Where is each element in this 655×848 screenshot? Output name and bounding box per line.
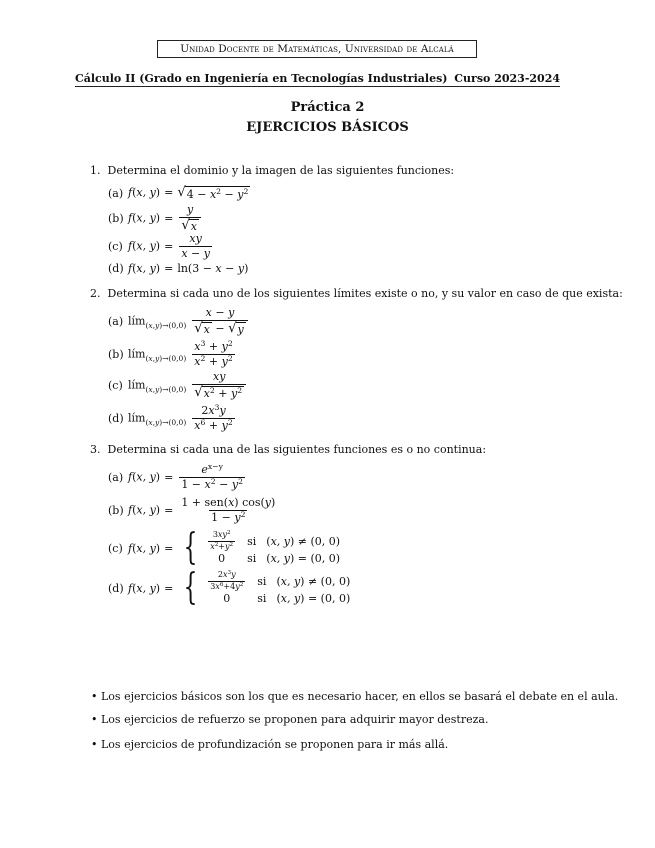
note-deepening bbox=[91, 738, 448, 751]
note-text: Los ejercicios básicos son los que es necesario hacer, en ellos se basará el debate en el aula. bbox=[101, 690, 619, 703]
question-3 bbox=[90, 443, 486, 456]
item-label: (b) bbox=[108, 212, 124, 226]
question-text: Determina si cada una de las siguientes funciones es o no continua: bbox=[107, 443, 487, 456]
page-subtitle: EJERCICIOS BÁSICOS bbox=[246, 120, 409, 135]
item-label: (c) bbox=[108, 379, 123, 393]
question-1 bbox=[90, 164, 454, 177]
course-year: Curso 2023-2024 bbox=[454, 72, 560, 85]
formula: f ( x, y ) = { $\frac{3xy^2}{x^2+y^2}$ si (x, y) ≠ (0, 0) 0 si (x, y) = (0, 0) bbox=[128, 527, 341, 568]
note-text: Los ejercicios de refuerzo se proponen para adquirir mayor destreza. bbox=[101, 713, 489, 726]
question-text: Determina el dominio y la imagen de las siguientes funciones: bbox=[107, 164, 455, 177]
formula: f(x, y) = $\frac{xy}{x - y}$ bbox=[128, 232, 210, 261]
question-number: 3. bbox=[90, 443, 101, 456]
department-header-box bbox=[157, 40, 477, 58]
bullet-icon: • bbox=[91, 738, 98, 751]
item-label: (d) bbox=[108, 412, 124, 426]
exercise-2d bbox=[108, 402, 237, 433]
question-number: 2. bbox=[90, 287, 101, 300]
item-label: (b) bbox=[108, 504, 124, 518]
question-text: Determina si cada uno de los siguientes límites existe o no, y su valor en caso de que exista: bbox=[107, 287, 623, 300]
item-label: (c) bbox=[108, 541, 123, 555]
formula: lím$_{(x,y)\to(0,0)}$ xy √ $x^2 + y^2$ bbox=[128, 371, 248, 400]
header-rule bbox=[75, 86, 560, 87]
formula: f(x, y) = y √ x bbox=[128, 204, 203, 233]
exercise-2c bbox=[108, 371, 248, 400]
formula: lím$_{(x,y)\to(0,0)}$ x − y √ x − √ y bbox=[128, 307, 250, 336]
formula: f(x, y) = $\frac{\text{1 + sen(x) cos(y)}}{1 - y^2}$ bbox=[128, 496, 276, 525]
item-label: (d) bbox=[108, 262, 124, 275]
formula: f(x, y) = ln(3 − x − y) bbox=[128, 262, 249, 275]
note-text: Los ejercicios de profundización se proponen para ir más allá. bbox=[101, 738, 449, 751]
formula: f(x, y) = $\frac{e^{x-y}}{1 - x^2 - y^2}$ bbox=[128, 461, 243, 492]
formula: lím$_{(x,y)\to(0,0)}$ $\frac{x^3 + y^2}{x^2 + y^2}$ bbox=[128, 338, 233, 369]
note-reinforcement bbox=[91, 713, 488, 726]
question-2 bbox=[90, 287, 623, 300]
item-label: (d) bbox=[108, 581, 124, 595]
question-number: 1. bbox=[90, 164, 101, 177]
item-label: (a) bbox=[108, 315, 124, 329]
item-label: (c) bbox=[108, 240, 123, 254]
page-title: Práctica 2 bbox=[290, 100, 365, 115]
exercise-3c bbox=[108, 527, 341, 568]
course-name: Cálculo II (Grado en Ingeniería en Tecnologías Industriales) bbox=[75, 72, 448, 85]
exercise-2b bbox=[108, 338, 237, 369]
item-label: (b) bbox=[108, 348, 124, 362]
item-label: (a) bbox=[108, 187, 124, 200]
bullet-icon: • bbox=[91, 690, 98, 703]
course-header bbox=[75, 72, 560, 85]
exercise-1a bbox=[108, 186, 250, 201]
formula: lím$_{(x,y)\to(0,0)}$ $\frac{2x^3y}{x^6 + y^2}$ bbox=[128, 402, 233, 433]
formula: f ( x, y ) = { $\frac{2x^3y}{3x^6+4y^2}$ si (x, y) ≠ (0, 0) 0 si (x, y) = (0, 0) bbox=[128, 567, 351, 608]
exercise-1c bbox=[108, 233, 214, 260]
note-basic bbox=[91, 690, 618, 703]
exercise-3a bbox=[108, 461, 247, 492]
item-label: (a) bbox=[108, 471, 124, 485]
exercise-2a bbox=[108, 307, 250, 336]
exercise-1b bbox=[108, 204, 203, 233]
exercise-3b bbox=[108, 497, 279, 524]
exercise-3d bbox=[108, 567, 351, 608]
bullet-icon: • bbox=[91, 713, 98, 726]
exercise-1d bbox=[108, 262, 248, 275]
department-name: Unidad Docente de Matemáticas, Universidad de Alcalá bbox=[180, 43, 454, 55]
formula: f(x, y) = √ $4 - x^2 - y^2$ bbox=[128, 185, 249, 201]
